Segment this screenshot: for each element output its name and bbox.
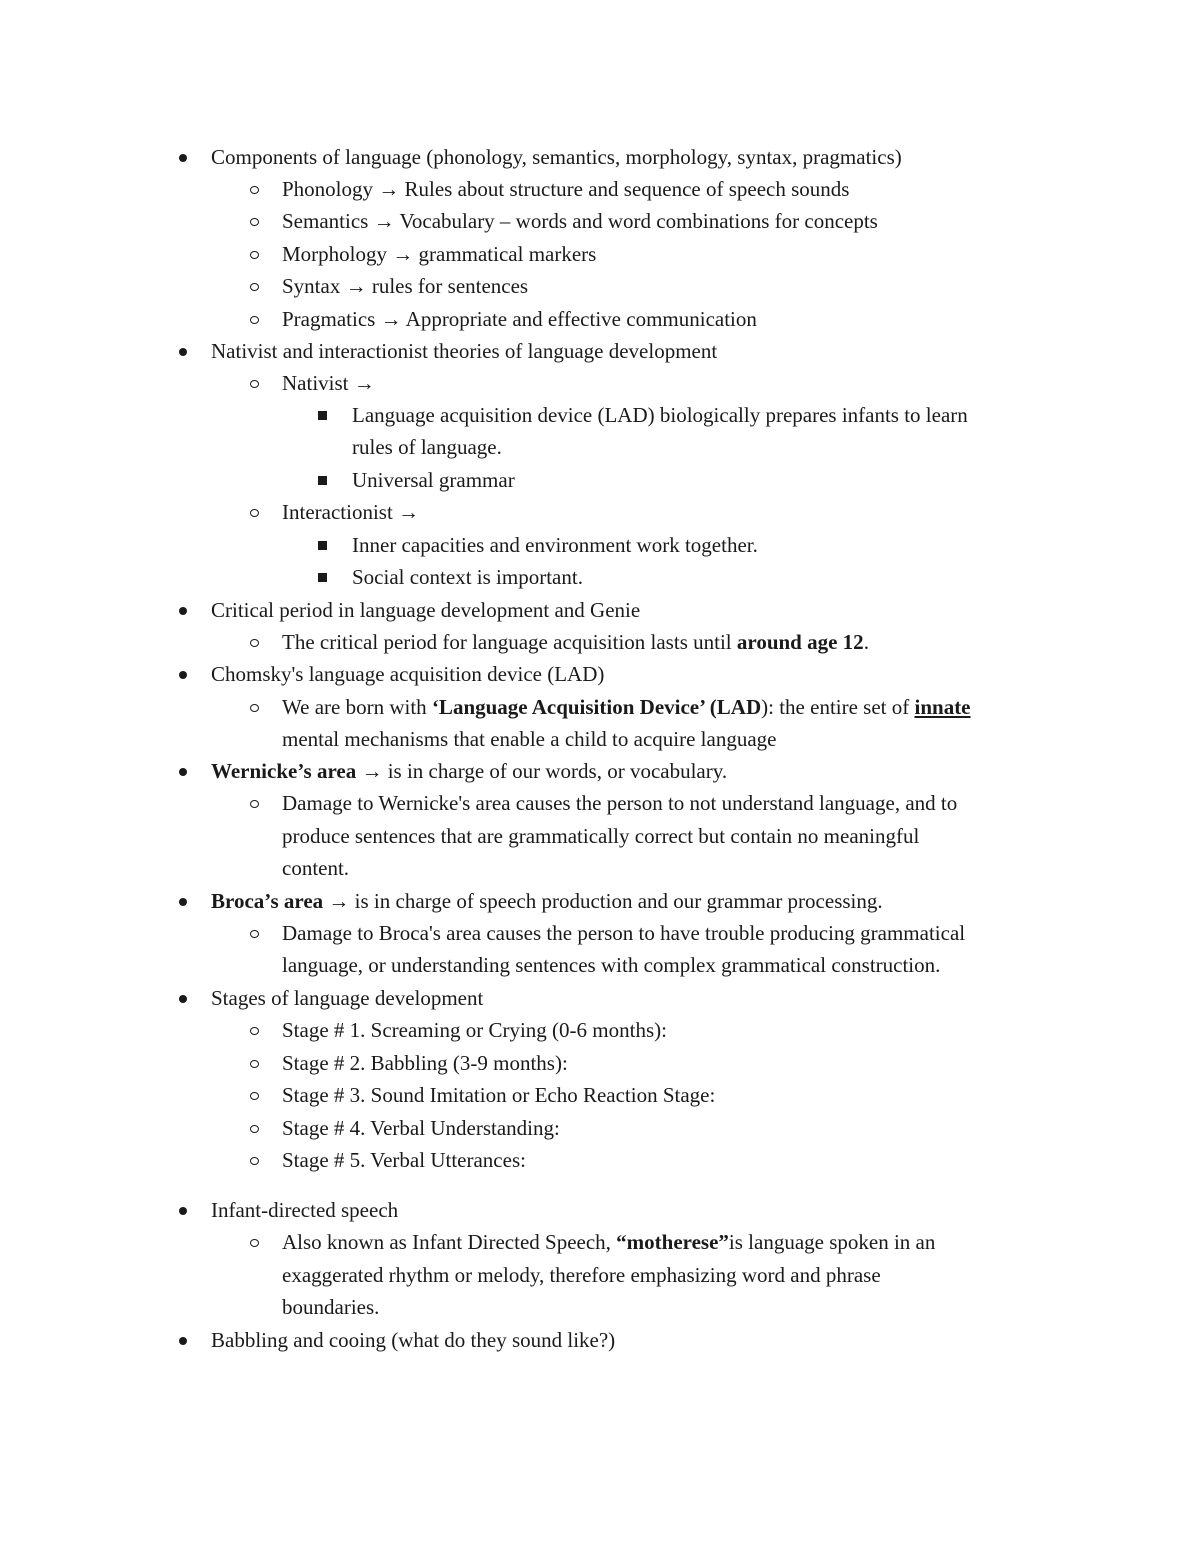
list-item: Stage # 1. Screaming or Crying (0-6 months): — [0, 1015, 1200, 1045]
bullet-square-icon — [318, 541, 327, 550]
bullet-circle-icon — [250, 316, 259, 324]
list-item: Syntax → rules for sentences — [0, 271, 1200, 301]
list-item: Interactionist → — [0, 497, 1200, 527]
list-item: Critical period in language development and Genie — [0, 595, 1200, 625]
bullet-square-icon — [318, 573, 327, 582]
bullet-disc-icon — [179, 1207, 187, 1215]
bullet-disc-icon — [179, 768, 187, 776]
list-item-continuation: exaggerated rhythm or melody, therefore emphasizing word and phrase — [282, 1263, 881, 1287]
list-item-continuation: language, or understanding sentences with complex grammatical construction. — [282, 953, 941, 977]
bullet-circle-icon — [250, 639, 259, 647]
list-item: Also known as Infant Directed Speech, “motherese”is language spoken in an — [0, 1227, 1200, 1257]
list-item: Inner capacities and environment work together. — [0, 530, 1200, 560]
list-item: Damage to Wernicke's area causes the person to not understand language, and to — [0, 788, 1200, 818]
list-item: Stage # 3. Sound Imitation or Echo Reaction Stage: — [0, 1080, 1200, 1110]
list-item: Wernicke’s area → is in charge of our words, or vocabulary. — [0, 756, 1200, 786]
list-item: Nativist → — [0, 368, 1200, 398]
list-item: Social context is important. — [0, 562, 1200, 592]
list-item: Stages of language development — [0, 983, 1200, 1013]
list-item-continuation: content. — [282, 856, 350, 880]
list-item: Chomsky's language acquisition device (LAD) — [0, 659, 1200, 689]
bullet-circle-icon — [250, 380, 259, 388]
bullet-circle-icon — [250, 1239, 259, 1247]
bullet-circle-icon — [250, 283, 259, 291]
list-item: Stage # 4. Verbal Understanding: — [0, 1113, 1200, 1143]
bullet-disc-icon — [179, 348, 187, 356]
list-item-continuation: mental mechanisms that enable a child to acquire language — [282, 727, 777, 751]
list-item-continuation: boundaries. — [282, 1295, 380, 1319]
bullet-circle-icon — [250, 1125, 259, 1133]
list-item: Phonology → Rules about structure and sequence of speech sounds — [0, 174, 1200, 204]
list-item-continuation: rules of language. — [352, 435, 502, 459]
list-item: Infant-directed speech — [0, 1195, 1200, 1225]
bullet-square-icon — [318, 476, 327, 485]
bullet-disc-icon — [179, 671, 187, 679]
list-item: Pragmatics → Appropriate and effective communication — [0, 304, 1200, 334]
list-item: Stage # 5. Verbal Utterances: — [0, 1145, 1200, 1175]
list-item: Babbling and cooing (what do they sound like?) — [0, 1325, 1200, 1355]
list-item: Nativist and interactionist theories of language development — [0, 336, 1200, 366]
list-item: Stage # 2. Babbling (3-9 months): — [0, 1048, 1200, 1078]
bullet-circle-icon — [250, 218, 259, 226]
bullet-circle-icon — [250, 1027, 259, 1035]
list-item: The critical period for language acquisition lasts until around age 12. — [0, 627, 1200, 657]
list-item-continuation: produce sentences that are grammatically correct but contain no meaningful — [282, 824, 920, 848]
list-item: Damage to Broca's area causes the person to have trouble producing grammatical — [0, 918, 1200, 948]
bullet-circle-icon — [250, 930, 259, 938]
bullet-circle-icon — [250, 1060, 259, 1068]
list-item: Broca’s area → is in charge of speech production and our grammar processing. — [0, 886, 1200, 916]
list-item: Universal grammar — [0, 465, 1200, 495]
bullet-circle-icon — [250, 800, 259, 808]
list-item: Semantics → Vocabulary – words and word combinations for concepts — [0, 206, 1200, 236]
bullet-circle-icon — [250, 1157, 259, 1165]
list-item: Morphology → grammatical markers — [0, 239, 1200, 269]
bullet-square-icon — [318, 411, 327, 420]
bullet-disc-icon — [179, 154, 187, 162]
bullet-circle-icon — [250, 509, 259, 517]
bullet-circle-icon — [250, 704, 259, 712]
bullet-circle-icon — [250, 251, 259, 259]
bullet-disc-icon — [179, 995, 187, 1003]
bullet-circle-icon — [250, 1092, 259, 1100]
list-item: Language acquisition device (LAD) biologically prepares infants to learn — [0, 400, 1200, 430]
bullet-disc-icon — [179, 898, 187, 906]
bullet-circle-icon — [250, 186, 259, 194]
list-item: Components of language (phonology, semantics, morphology, syntax, pragmatics) — [0, 142, 1200, 172]
list-item: We are born with ‘Language Acquisition Device’ (LAD): the entire set of innate — [0, 692, 1200, 722]
bullet-disc-icon — [179, 607, 187, 615]
bullet-disc-icon — [179, 1337, 187, 1345]
